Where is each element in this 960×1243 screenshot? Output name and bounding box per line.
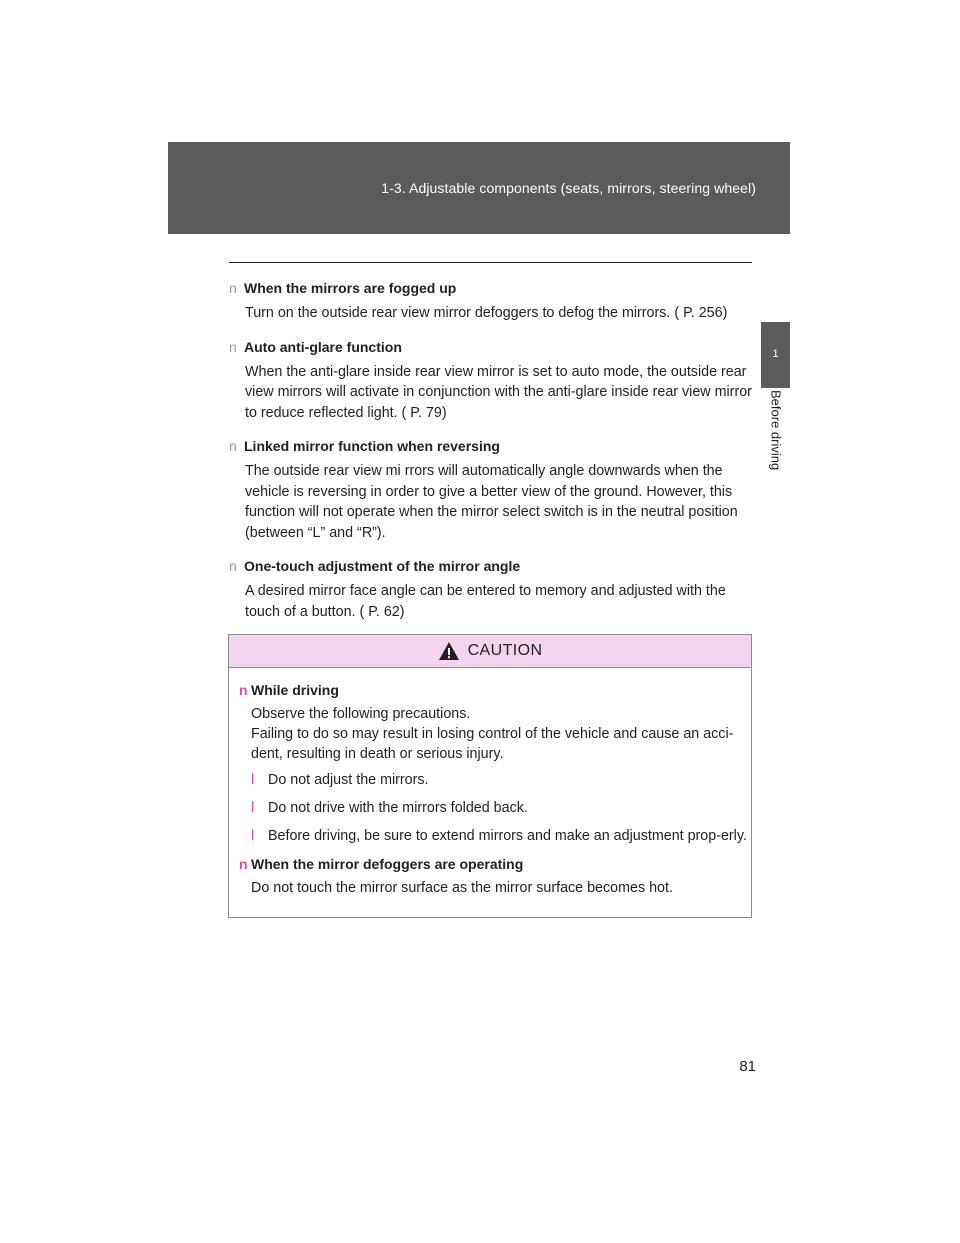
section-body: The outside rear view mi rrors will automatically angle downwards when the vehicle is reversing in order to give a better view of the ground. However, this function will not operate when the mirror select switch is in the neutral position (between “L” and “R”).	[245, 463, 738, 541]
chapter-tab	[761, 322, 790, 388]
section-title: n Auto anti-glare function	[229, 338, 402, 355]
header-band	[168, 142, 790, 234]
section-title: n Linked mirror function when reversing	[229, 438, 500, 454]
section-body: Turn on the outside rear view mirror defoggers to defog the mirrors. ( P. 256)	[245, 305, 728, 321]
bullet-marker: n	[229, 438, 237, 454]
bullet-marker: n	[229, 280, 237, 296]
caution-body	[229, 668, 751, 898]
caution-title: n When the mirror defoggers are operating	[239, 856, 524, 872]
caution-section-defoggers	[239, 854, 751, 898]
caution-header	[229, 635, 751, 668]
bullet-marker: n	[239, 856, 248, 872]
top-rule	[229, 262, 752, 263]
bullet-marker: n	[229, 558, 237, 574]
section-body: A desired mirror face angle can be entered to memory and adjusted with the touch of a button. ( P. 62)	[245, 583, 726, 620]
caution-list	[251, 770, 751, 846]
main-content	[229, 278, 752, 635]
section-reversing	[229, 436, 752, 543]
caution-box	[228, 634, 752, 918]
section-title: n When the mirrors are fogged up	[229, 280, 457, 296]
bullet-marker: n	[239, 682, 248, 698]
list-marker: l	[251, 828, 255, 844]
chapter-label: Before driving	[768, 390, 784, 471]
warning-triangle-icon	[438, 641, 460, 661]
list-marker: l	[251, 772, 255, 788]
section-anti-glare	[229, 337, 752, 424]
section-fogged-mirrors	[229, 278, 752, 324]
bullet-marker: n	[229, 338, 237, 355]
caution-title: n While driving	[239, 682, 339, 698]
list-item: l Do not adjust the mirrors.	[251, 772, 429, 788]
breadcrumb: 1-3. Adjustable components (seats, mirrors, steering wheel)	[381, 180, 756, 196]
section-one-touch	[229, 556, 752, 622]
list-item: l Do not drive with the mirrors folded back.	[251, 800, 528, 816]
list-marker: l	[251, 800, 255, 816]
caution-label: CAUTION	[467, 642, 543, 659]
caution-text: Observe the following precautions.	[251, 706, 471, 722]
section-title: n One-touch adjustment of the mirror angle	[229, 558, 521, 574]
page-number: 81	[739, 1058, 756, 1075]
section-body: When the anti-glare inside rear view mirror is set to auto mode, the outside rear view mirrors will activate in conjunction with the anti-glare inside rear view mirror to reduce reflected light. ( P. 79)	[245, 363, 752, 421]
caution-section-driving	[239, 680, 751, 846]
chapter-number: 1	[772, 348, 779, 360]
caution-text: Do not touch the mirror surface as the mirror surface becomes hot.	[251, 880, 673, 896]
list-item: l Before driving, be sure to extend mirrors and make an adjustment prop-erly.	[251, 828, 747, 844]
caution-text: Failing to do so may result in losing control of the vehicle and cause an acci-dent, resulting in death or serious injury.	[251, 726, 734, 762]
